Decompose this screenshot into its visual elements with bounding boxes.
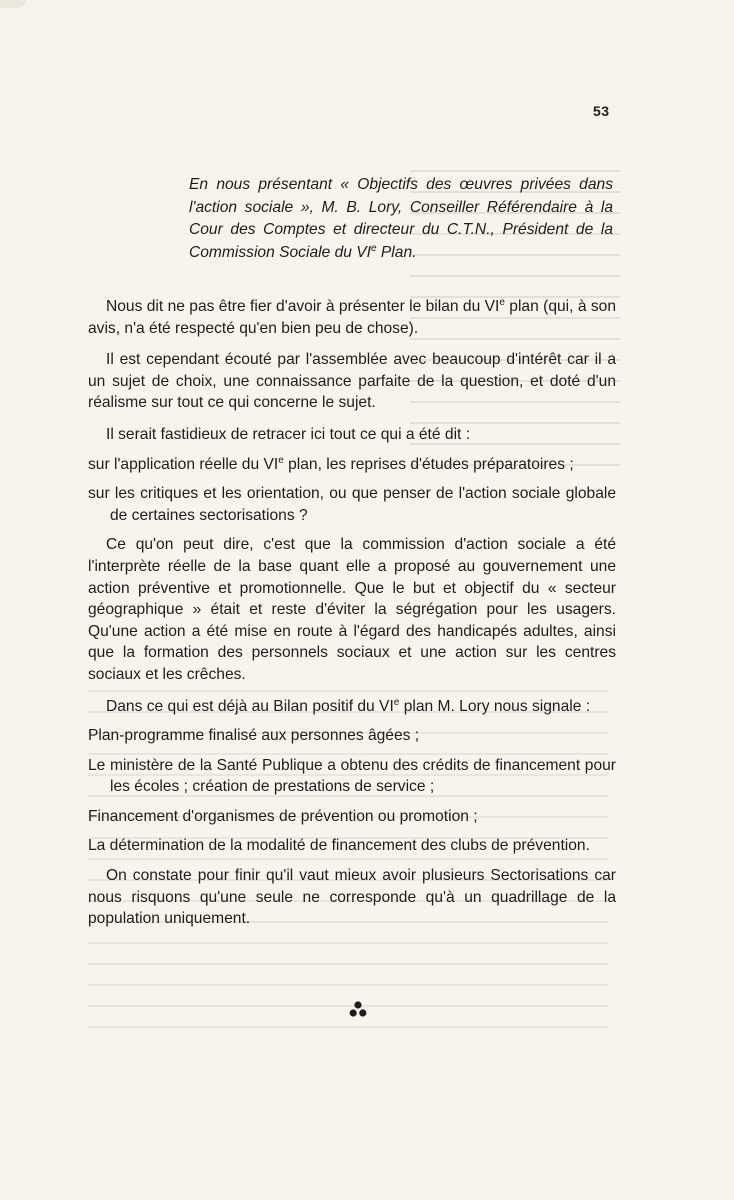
list-item-application-text-end: plan, les reprises d'études préparatoires ; <box>283 455 574 473</box>
paragraph-bilan-text-end: plan (qui, à son avis, n'a été respecté qu'en bien peu de chose). <box>88 298 616 337</box>
paragraph-bilan <box>88 296 616 339</box>
paragraph-conclusion: On constate pour finir qu'il vaut mieux avoir plusieurs Sectorisations car nous risquons qu'une seule ne corresponde qu'à un quadrillage de la population uniquement. <box>88 867 616 928</box>
superscript: e <box>278 454 284 466</box>
page-number: 53 <box>593 103 610 119</box>
superscript: e <box>499 296 505 308</box>
paragraph-bilan-text: Nous dit ne pas être fier d'avoir à présenter le bilan du VI <box>106 298 500 315</box>
intro-text: En nous présentant « Objectifs des œuvres privées dans l'action sociale », M. B. Lory, Conseiller Référendaire à la Cour des Comptes et directeur du C.T.N., Président de la Commission Sociale du VI <box>189 176 613 261</box>
intro-paragraph <box>189 174 613 264</box>
paragraph-bilan-positif-text: Dans ce qui est déjà au Bilan positif du VI <box>106 697 394 715</box>
list-item-financement: Financement d'organismes de prévention ou promotion ; <box>88 807 478 825</box>
list-item-plan-programme: Plan-programme finalisé aux personnes âgées ; <box>88 727 420 745</box>
paragraph-bilan-positif-text-end: plan M. Lory nous signale : <box>399 697 591 715</box>
paragraph-bilan-positif <box>88 696 616 718</box>
paragraph-commission: Ce qu'on peut dire, c'est que la commission d'action sociale a été l'interprète réelle de la base quant elle a proposé au gouvernement une action préventive et promotionnelle. Que le but et objectif du « secteur géographique » était et reste d'éviter la ségrégation pour les usagers. Qu'une action a été mise en route à l'égard des handicapés adultes, ainsi que la formation des personnels sociaux et une action sur les centres sociaux et les crêches. <box>88 536 616 683</box>
page-corner-mark <box>0 0 26 8</box>
list-item-critiques: sur les critiques et les orientation, ou que penser de l'action sociale globale de certaines sectorisations ? <box>88 485 616 524</box>
list-item-application-text: sur l'application réelle du VI <box>88 455 279 473</box>
list-item-application <box>88 454 616 476</box>
paragraph-ecoute: Il est cependant écouté par l'assemblée avec beaucoup d'intérêt car il a un sujet de choix, une connaissance parfaite de la question, et doté d'un réalisme sur tout ce qui concerne le sujet. <box>88 351 616 412</box>
superscript: e <box>393 696 400 708</box>
article-body <box>88 296 616 940</box>
list-item-ministere: Le ministère de la Santé Publique a obtenu des crédits de financement pour les écoles ; création de prestations de service ; <box>88 756 616 796</box>
paragraph-fastidieux: Il serait fastidieux de retracer ici tout ce qui a été dit : <box>106 425 471 443</box>
trefoil-ornament-icon <box>348 1000 368 1020</box>
intro-tail: Plan. <box>376 243 417 261</box>
intro-superscript: e <box>371 242 377 254</box>
list-item-determination: La détermination de la modalité de financement des clubs de prévention. <box>88 837 590 855</box>
